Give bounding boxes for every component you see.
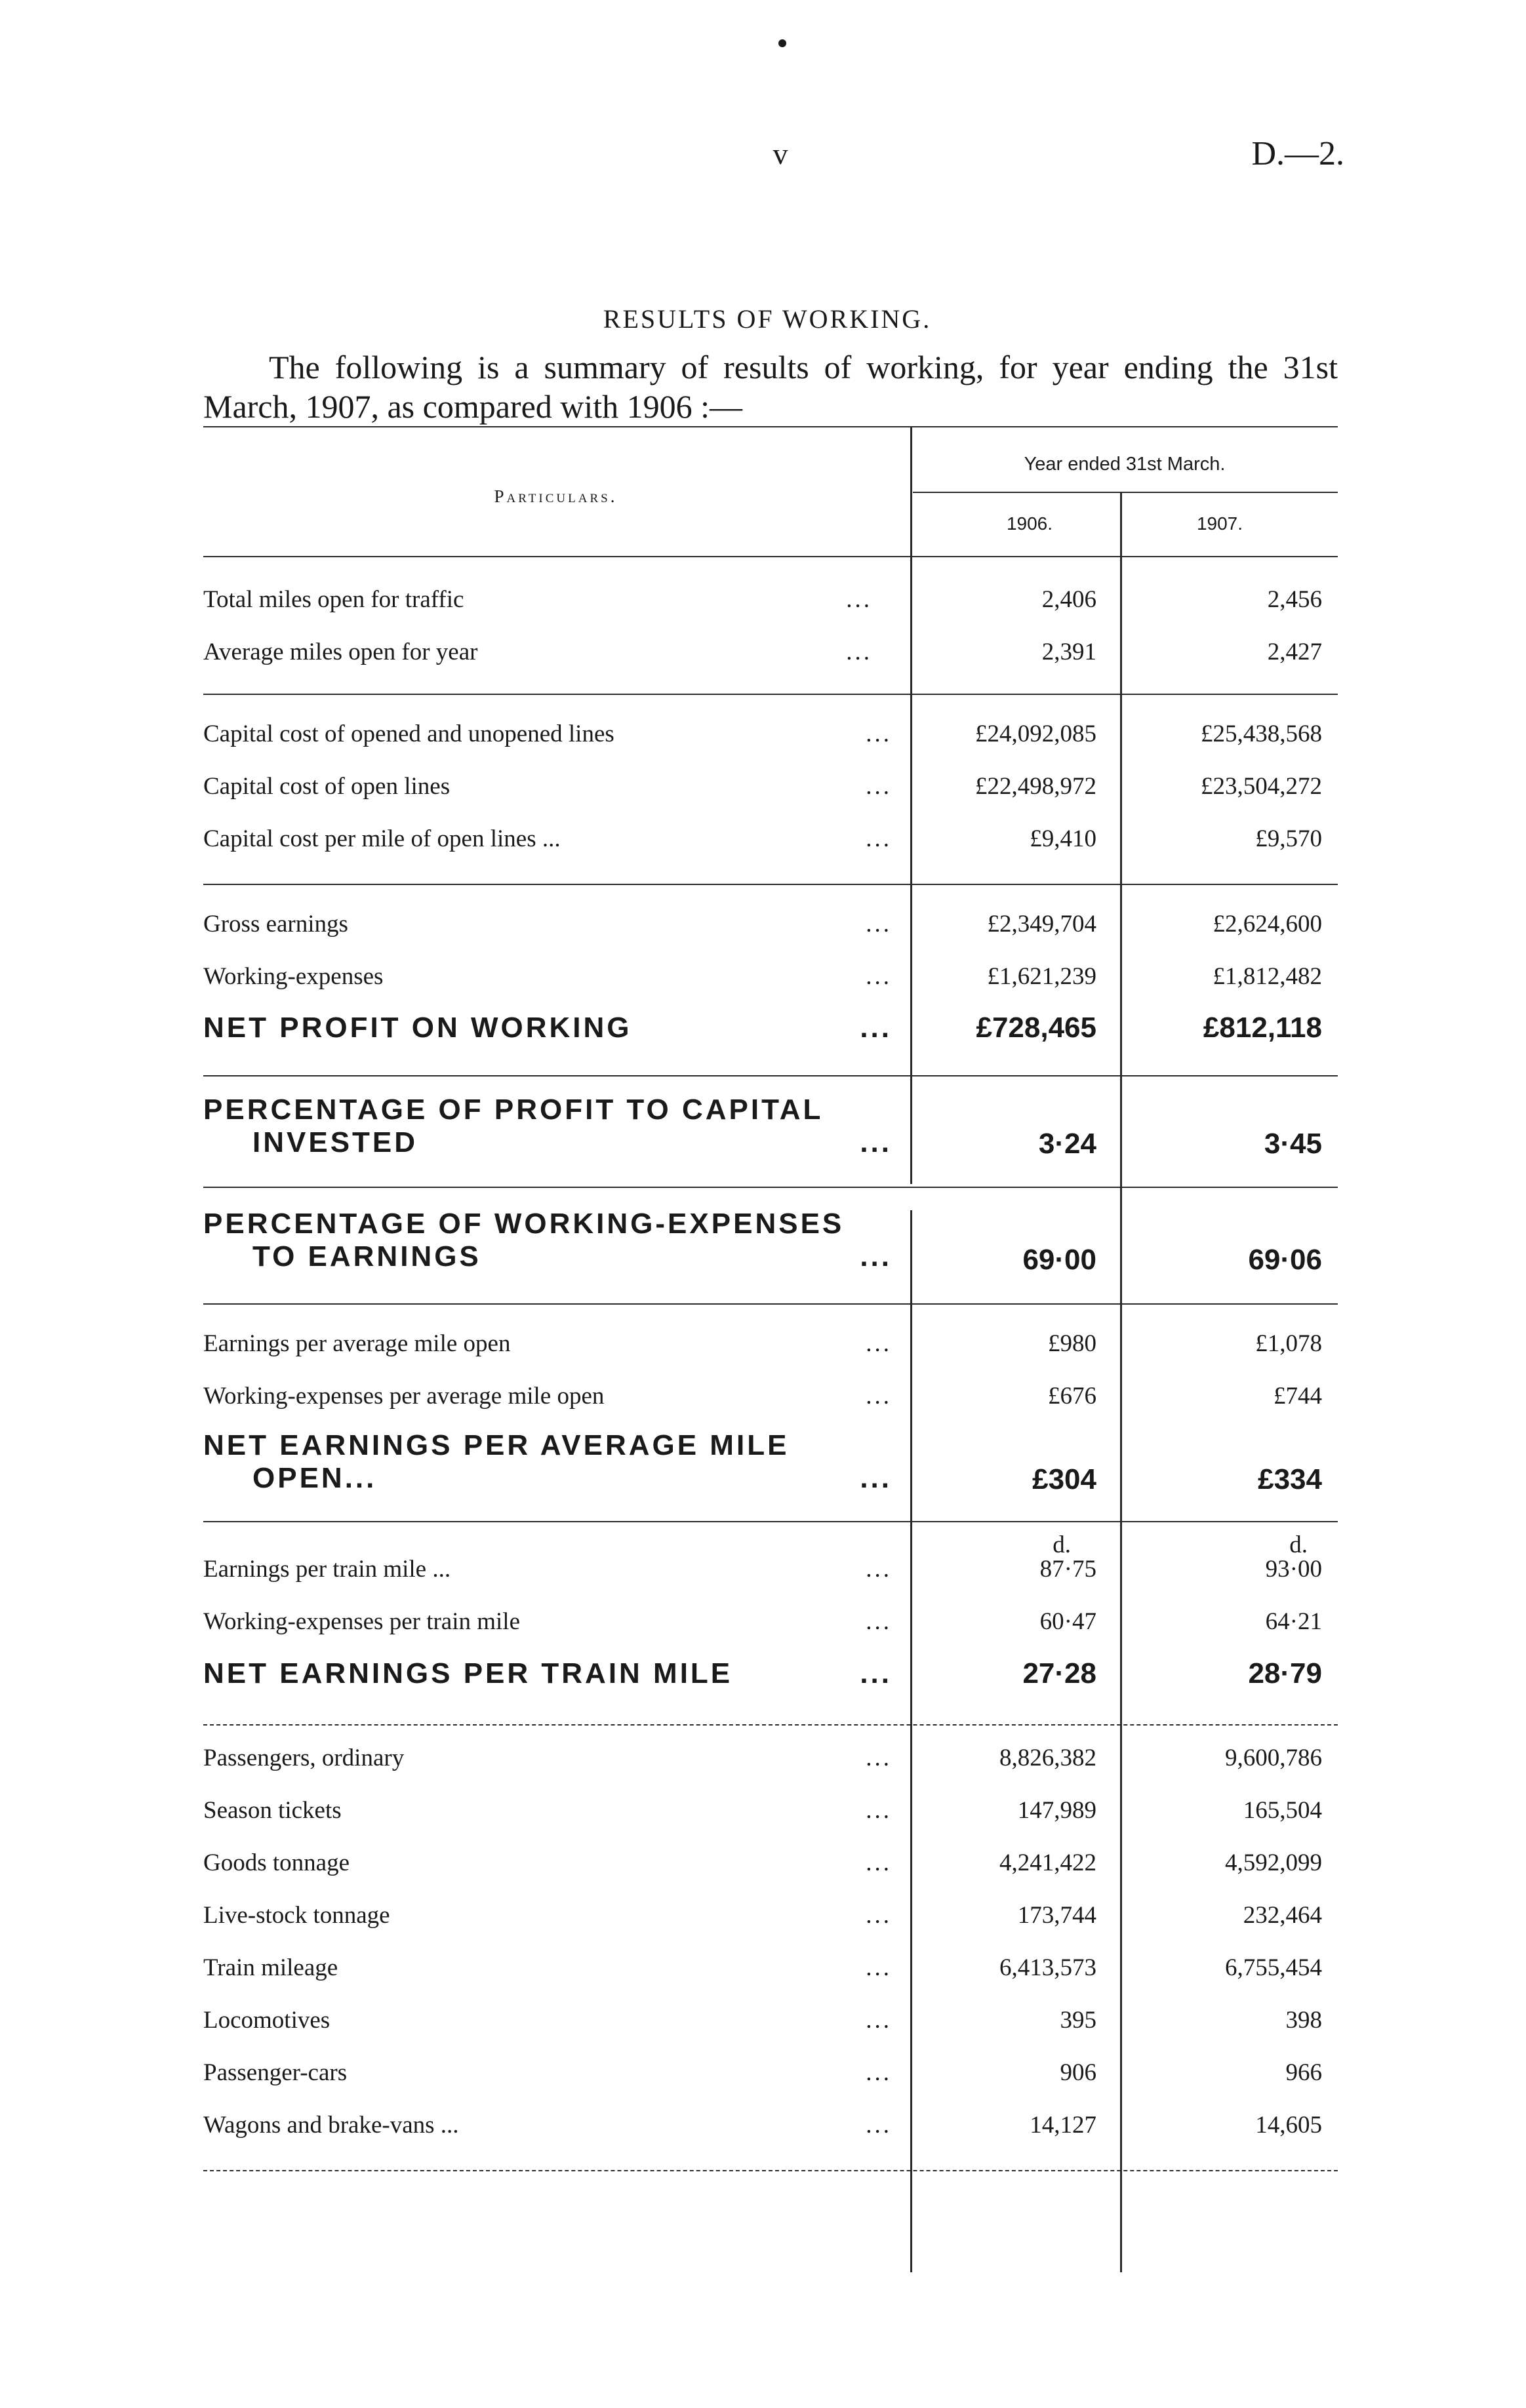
value-1907: 165,504 bbox=[1243, 1797, 1322, 1824]
value-1907: 9,600,786 bbox=[1225, 1745, 1322, 1771]
row-label-line-2: TO EARNINGS bbox=[252, 1240, 481, 1273]
value-1906: 173,744 bbox=[1017, 1902, 1096, 1929]
value-1906: 14,127 bbox=[1030, 2112, 1096, 2139]
value-1906: £9,410 bbox=[1030, 825, 1096, 852]
value-1907: £1,812,482 bbox=[1213, 963, 1322, 990]
document-reference: D.—2. bbox=[1251, 135, 1344, 172]
value-1906: £676 bbox=[1048, 1383, 1096, 1410]
row-label: Goods tonnage bbox=[203, 1849, 350, 1876]
row-label: Passenger-cars bbox=[203, 2059, 348, 2086]
value-1906: 2,391 bbox=[1041, 639, 1096, 665]
value-1907: 4,592,099 bbox=[1225, 1849, 1322, 1876]
page-title: RESULTS OF WORKING. bbox=[603, 304, 932, 334]
unit-pence-1907: d. bbox=[1289, 1531, 1308, 1558]
value-1906: 27·28 bbox=[1022, 1657, 1096, 1689]
row-label: Working-expenses per average mile open bbox=[203, 1383, 605, 1410]
row-label-line-1: NET EARNINGS PER AVERAGE MILE bbox=[203, 1429, 790, 1461]
value-1906: 4,241,422 bbox=[999, 1849, 1096, 1876]
value-1907: 28·79 bbox=[1248, 1657, 1322, 1689]
value-1907: 2,427 bbox=[1267, 639, 1322, 665]
value-1907: £25,438,568 bbox=[1201, 720, 1322, 747]
value-1906: 69·00 bbox=[1022, 1244, 1096, 1276]
value-1907: 64·21 bbox=[1265, 1608, 1322, 1635]
value-1906: £728,465 bbox=[976, 1012, 1096, 1044]
column-header-1906: 1906. bbox=[1006, 513, 1053, 534]
intro-paragraph: The following is a summary of results of working, for year ending the 31st March, 1907, as compared with 1906 :— bbox=[203, 349, 1338, 425]
column-header-year: Year ended 31st March. bbox=[1024, 454, 1226, 475]
row-label: Capital cost of open lines bbox=[203, 773, 451, 800]
row-label: Working-expenses per train mile bbox=[203, 1608, 521, 1635]
row-label: Live-stock tonnage bbox=[203, 1902, 390, 1929]
value-1907: 2,456 bbox=[1267, 586, 1322, 613]
value-1906: £1,621,239 bbox=[987, 963, 1096, 990]
value-1906: 147,989 bbox=[1017, 1797, 1096, 1824]
value-1906: £304 bbox=[1032, 1463, 1096, 1495]
row-label-line-2: INVESTED bbox=[252, 1126, 418, 1158]
row-label: Train mileage bbox=[203, 1954, 338, 1981]
value-1906: 87·75 bbox=[1039, 1556, 1096, 1583]
value-1907: 93·00 bbox=[1265, 1556, 1322, 1583]
row-label-line-2: OPEN... bbox=[252, 1462, 377, 1494]
value-1907: 232,464 bbox=[1243, 1902, 1322, 1929]
value-1907: 3·45 bbox=[1264, 1128, 1322, 1160]
value-1907: £23,504,272 bbox=[1201, 773, 1322, 800]
value-1906: 395 bbox=[1060, 2007, 1096, 2034]
value-1907: £744 bbox=[1274, 1383, 1322, 1410]
row-label: NET PROFIT ON WORKING bbox=[203, 1012, 632, 1044]
row-label: Earnings per train mile ... bbox=[203, 1556, 451, 1583]
value-1907: 14,605 bbox=[1255, 2112, 1322, 2139]
row-label: Gross earnings bbox=[203, 911, 348, 938]
value-1907: £2,624,600 bbox=[1213, 911, 1322, 938]
value-1906: £22,498,972 bbox=[975, 773, 1096, 800]
value-1907: 69·06 bbox=[1248, 1244, 1322, 1276]
ink-dot bbox=[778, 39, 786, 47]
row-label: NET EARNINGS PER TRAIN MILE bbox=[203, 1657, 733, 1689]
value-1907: £812,118 bbox=[1203, 1012, 1322, 1044]
unit-pence-1906: d. bbox=[1053, 1531, 1071, 1558]
value-1906: £24,092,085 bbox=[975, 720, 1096, 747]
value-1907: 6,755,454 bbox=[1225, 1954, 1322, 1981]
row-label: Season tickets bbox=[203, 1797, 342, 1824]
row-label-line-1: PERCENTAGE OF WORKING-EXPENSES bbox=[203, 1208, 845, 1240]
row-label: Average miles open for year bbox=[203, 639, 478, 665]
value-1906: 906 bbox=[1060, 2059, 1096, 2086]
row-label-line-1: PERCENTAGE OF PROFIT TO CAPITAL bbox=[203, 1094, 824, 1126]
value-1906: 6,413,573 bbox=[999, 1954, 1096, 1981]
value-1907: £1,078 bbox=[1255, 1330, 1322, 1357]
row-label: Total miles open for traffic bbox=[203, 586, 464, 613]
value-1906: £2,349,704 bbox=[987, 911, 1096, 938]
value-1907: 398 bbox=[1285, 2007, 1322, 2034]
value-1906: 60·47 bbox=[1039, 1608, 1096, 1635]
row-label: Wagons and brake-vans ... bbox=[203, 2112, 459, 2139]
value-1906: 3·24 bbox=[1038, 1128, 1096, 1160]
row-label: Earnings per average mile open bbox=[203, 1330, 511, 1357]
value-1906: 8,826,382 bbox=[999, 1745, 1096, 1771]
results-table: Particulars. Year ended 31st March. 1906. 1907. Total miles open for traffic ... 2,406 2,456 Average miles open for year ... 2,391 2,427 Capital cost of opened and unopened lines ... £24,092,085 £25,438,568 Capital cost of open lines ... £22,498,972 £23,504,272 Capital cost per mile of open lines ... ... £9,410 £9,570 Gross earnings ... £2,349,704 £2,624,600 Working-expenses ... £1,621,239 £1,812,482 NET PROFIT ON WORKING ... £728,465 £812,118 PERCENTAGE OF PROFIT TO CAPITAL INVESTED ... 3·24 3·45 PERCENTAGE OF WORKING-EXPENSES TO EARNINGS ... 69·00 69·06 Earnings per average mile open ... £980 £1,078 Working-expenses per average mile open ... £676 £744 NET EARNINGS PER AVERAGE MILE OPEN... ... £304 £334 d. d. Earnings per train mile ... ... 87·75 93·00 Working-expenses per train mile ... 60·47 64·21 NET EARNINGS PER TRAIN MILE ... 27·28 28·79 Passengers, ordinary ... 8,826,382 9,600,786 Season tickets ... 147,989 165,504 Goods tonnage ... 4,241,422 4,592,099 Live-stock tonnage ... 173,744 232,464 Train mileage ... 6,413,573 6,755,454 Locomotives ... 395 398 Passenger-cars ... 906 966 Wagons and brake-vans ... ... 14,127 14,605 bbox=[203, 426, 1338, 2196]
column-header-particulars: Particulars. bbox=[494, 486, 618, 506]
value-1907: £9,570 bbox=[1255, 825, 1322, 852]
row-label: Capital cost per mile of open lines ... bbox=[203, 825, 561, 852]
value-1906: 2,406 bbox=[1041, 586, 1096, 613]
value-1907: £334 bbox=[1258, 1463, 1322, 1495]
value-1906: £980 bbox=[1048, 1330, 1096, 1357]
row-label: Passengers, ordinary bbox=[203, 1745, 405, 1771]
row-label: Locomotives bbox=[203, 2007, 331, 2034]
page-number: v bbox=[773, 137, 788, 170]
value-1907: 966 bbox=[1285, 2059, 1322, 2086]
row-label: Working-expenses bbox=[203, 963, 384, 990]
column-header-1907: 1907. bbox=[1196, 513, 1243, 534]
row-label: Capital cost of opened and unopened lines bbox=[203, 720, 614, 747]
